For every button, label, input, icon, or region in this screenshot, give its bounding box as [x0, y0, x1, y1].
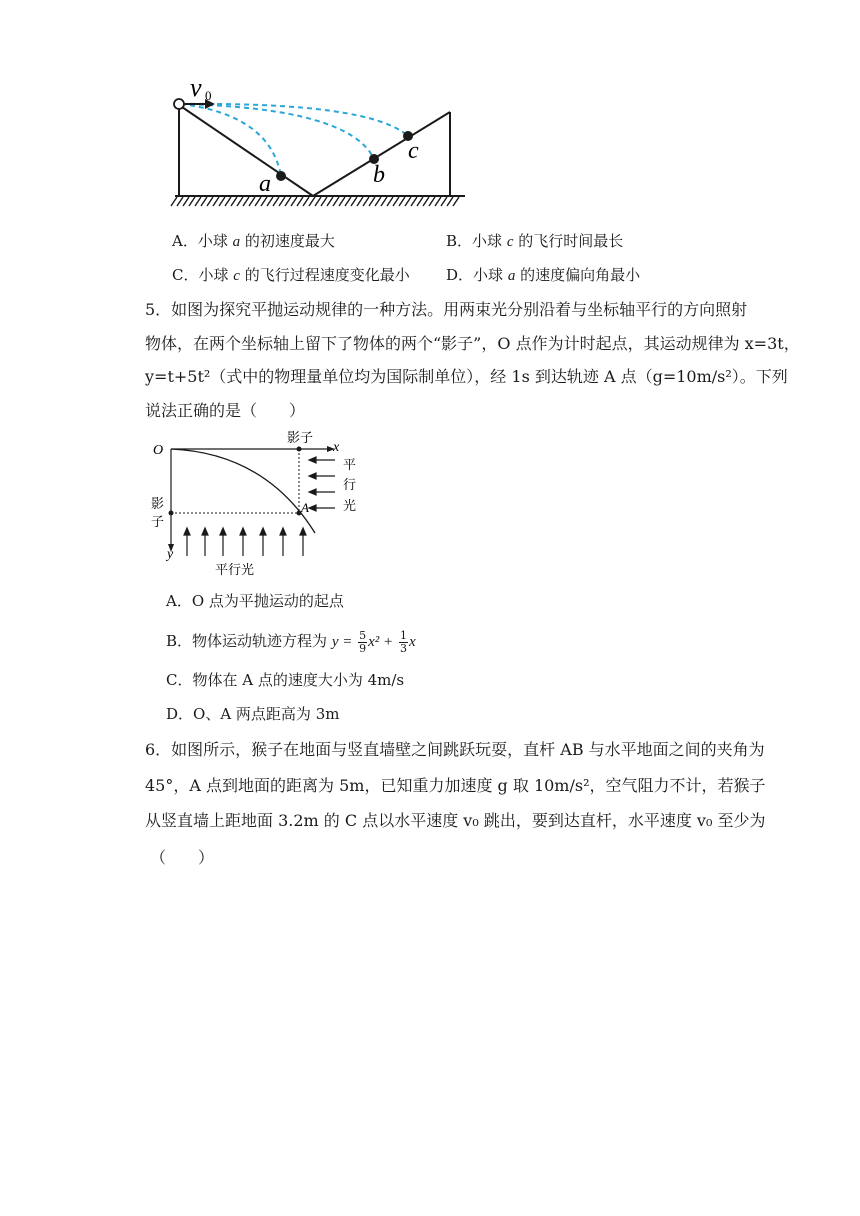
- hatch-mark: [447, 197, 453, 206]
- hatch-mark: [243, 197, 249, 206]
- hatch-mark: [375, 197, 381, 206]
- hatch-mark: [357, 197, 363, 206]
- x-label: x: [333, 440, 340, 455]
- hatch-mark: [321, 197, 327, 206]
- fraction-1-3: $\frac{1}{3}$: [399, 628, 407, 655]
- hatch-mark: [201, 197, 207, 206]
- hatch-mark: [255, 197, 261, 206]
- hatch-mark: [177, 197, 183, 206]
- hatch-mark: [435, 197, 441, 206]
- trajectory-curve: [171, 449, 315, 533]
- hatch-mark: [291, 197, 297, 206]
- hatch-mark: [429, 197, 435, 206]
- y-label: y: [167, 547, 174, 562]
- hatch-mark: [267, 197, 273, 206]
- bottom-light-label: 平行光: [215, 562, 255, 577]
- hatch-mark: [333, 197, 339, 206]
- label-c: c: [408, 138, 419, 164]
- hatch-mark: [189, 197, 195, 206]
- hatch-mark: [405, 197, 411, 206]
- shadow-left-label-1: 影: [151, 496, 165, 511]
- hatch-mark: [381, 197, 387, 206]
- hatch-mark: [249, 197, 255, 206]
- hatch-mark: [279, 197, 285, 206]
- hatch-mark: [417, 197, 423, 206]
- q4-option-c: C．小球 c 的飞行过程速度变化最小: [172, 266, 410, 284]
- q5-option-b: B．物体运动轨迹方程为 y = $\frac{5}{9}$ x² + $\frac{1}{3}$ x: [166, 628, 416, 655]
- hatch-mark: [351, 197, 357, 206]
- bottom-light-arrows: [184, 528, 306, 556]
- hatch-mark: [219, 197, 225, 206]
- shadow-projection-figure: [145, 428, 375, 580]
- shadow-top-label: 影子: [287, 430, 314, 445]
- ground-hatch: [171, 197, 459, 206]
- hatch-mark: [387, 197, 393, 206]
- q4-option-b: B．小球 c 的飞行时间最长: [446, 232, 624, 250]
- side-light-label-2: 行: [343, 477, 357, 492]
- side-light-arrows: [309, 457, 335, 511]
- hatch-mark: [231, 197, 237, 206]
- q4-option-a: A．小球 a 的初速度最大: [172, 232, 335, 250]
- hatch-mark: [441, 197, 447, 206]
- hatch-mark: [393, 197, 399, 206]
- projectile-incline-figure: [165, 70, 470, 215]
- q5-line-1: 5．如图为探究平抛运动规律的一种方法。用两束光分别沿着与坐标轴平行的方向照射: [145, 300, 748, 319]
- hatch-mark: [309, 197, 315, 206]
- q5-option-c: C．物体在 A 点的速度大小为 4m/s: [166, 671, 405, 689]
- origin-label: O: [153, 443, 164, 458]
- hatch-mark: [213, 197, 219, 206]
- q5-option-d: D．O、A 两点距高为 3m: [166, 705, 340, 723]
- q5-option-a: A．O 点为平抛运动的起点: [166, 592, 344, 610]
- q5-line-2: 物体，在两个坐标轴上留下了物体的两个“影子”，O 点作为计时起点，其运动规律为 x=3t，: [145, 334, 800, 353]
- hatch-mark: [171, 197, 177, 206]
- hatch-mark: [327, 197, 333, 206]
- hatch-mark: [363, 197, 369, 206]
- hatch-mark: [207, 197, 213, 206]
- shadow-left-label-2: 子: [151, 514, 165, 529]
- hatch-mark: [399, 197, 405, 206]
- hatch-mark: [315, 197, 321, 206]
- fraction-5-9: $\frac{5}{9}$: [359, 628, 367, 655]
- hatch-mark: [237, 197, 243, 206]
- shadow-dot-x: [297, 447, 302, 452]
- hatch-mark: [183, 197, 189, 206]
- q5-line-3: y=t+5t²（式中的物理量单位均为国际制单位），经 1s 到达轨迹 A 点（g=10m/s²）。下列: [145, 367, 788, 386]
- v0-label: v: [190, 73, 202, 102]
- hatch-mark: [453, 197, 459, 206]
- left-incline: [179, 105, 313, 196]
- point-a-label: A: [301, 500, 309, 515]
- hatch-mark: [303, 197, 309, 206]
- side-light-label-3: 光: [343, 498, 357, 513]
- q6-line-1: 6．如图所示，猴子在地面与竖直墙壁之间跳跃玩耍，直杆 AB 与水平地面之间的夹角为: [145, 740, 765, 759]
- label-a: a: [259, 171, 271, 197]
- hatch-mark: [261, 197, 267, 206]
- hatch-mark: [225, 197, 231, 206]
- hatch-mark: [339, 197, 345, 206]
- launch-ball: [174, 99, 184, 109]
- ball-a: [276, 171, 286, 181]
- hatch-mark: [345, 197, 351, 206]
- q6-line-4: （ ）: [150, 848, 215, 867]
- hatch-mark: [273, 197, 279, 206]
- hatch-mark: [423, 197, 429, 206]
- hatch-mark: [411, 197, 417, 206]
- trajectory-c: [181, 104, 408, 136]
- q4-option-d: D．小球 a 的速度偏向角最小: [446, 266, 641, 284]
- hatch-mark: [285, 197, 291, 206]
- q6-line-2: 45°，A 点到地面的距离为 5m，已知重力加速度 g 取 10m/s²，空气阻力不计，若猴子: [145, 776, 766, 795]
- q5-line-4: 说法正确的是（ ）: [145, 401, 306, 420]
- side-light-label-1: 平: [343, 457, 357, 472]
- v0-subscript: 0: [205, 88, 212, 103]
- hatch-mark: [297, 197, 303, 206]
- shadow-dot-y: [169, 511, 174, 516]
- hatch-mark: [195, 197, 201, 206]
- label-b: b: [373, 162, 385, 188]
- q6-line-3: 从竖直墙上距地面 3.2m 的 C 点以水平速度 v₀ 跳出，要到达直杆，水平速度 v₀ 至少为: [145, 811, 766, 830]
- hatch-mark: [369, 197, 375, 206]
